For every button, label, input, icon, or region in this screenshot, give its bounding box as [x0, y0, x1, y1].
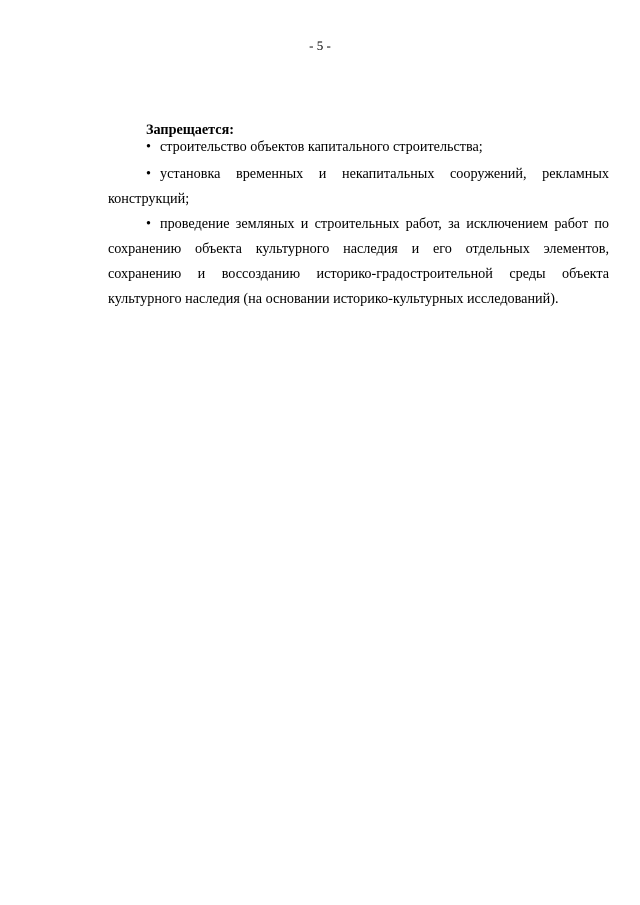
list-item-text: установка временных и некапитальных сооружений, рекламных конструкций;: [108, 166, 609, 207]
bullet-icon: •: [146, 139, 151, 155]
section-heading: Запрещается:: [146, 122, 234, 138]
document-body: [108, 122, 609, 312]
list-item: [108, 162, 609, 212]
list-item-text: проведение земляных и строительных работ, за исключением работ по сохранению объекта культурного наследия и его отдельных элементов, сохранению и воссозданию историко-градостроительной среды объекта культурного наследия (на основании историко-культурных исследований).: [108, 216, 609, 307]
list-item: [108, 139, 609, 156]
bullet-icon: •: [146, 166, 151, 182]
page-number: - 5 -: [309, 38, 331, 53]
list-item-text: строительство объектов капитального строительства;: [160, 139, 483, 155]
bullet-icon: •: [146, 216, 151, 232]
list-item: [108, 212, 609, 312]
